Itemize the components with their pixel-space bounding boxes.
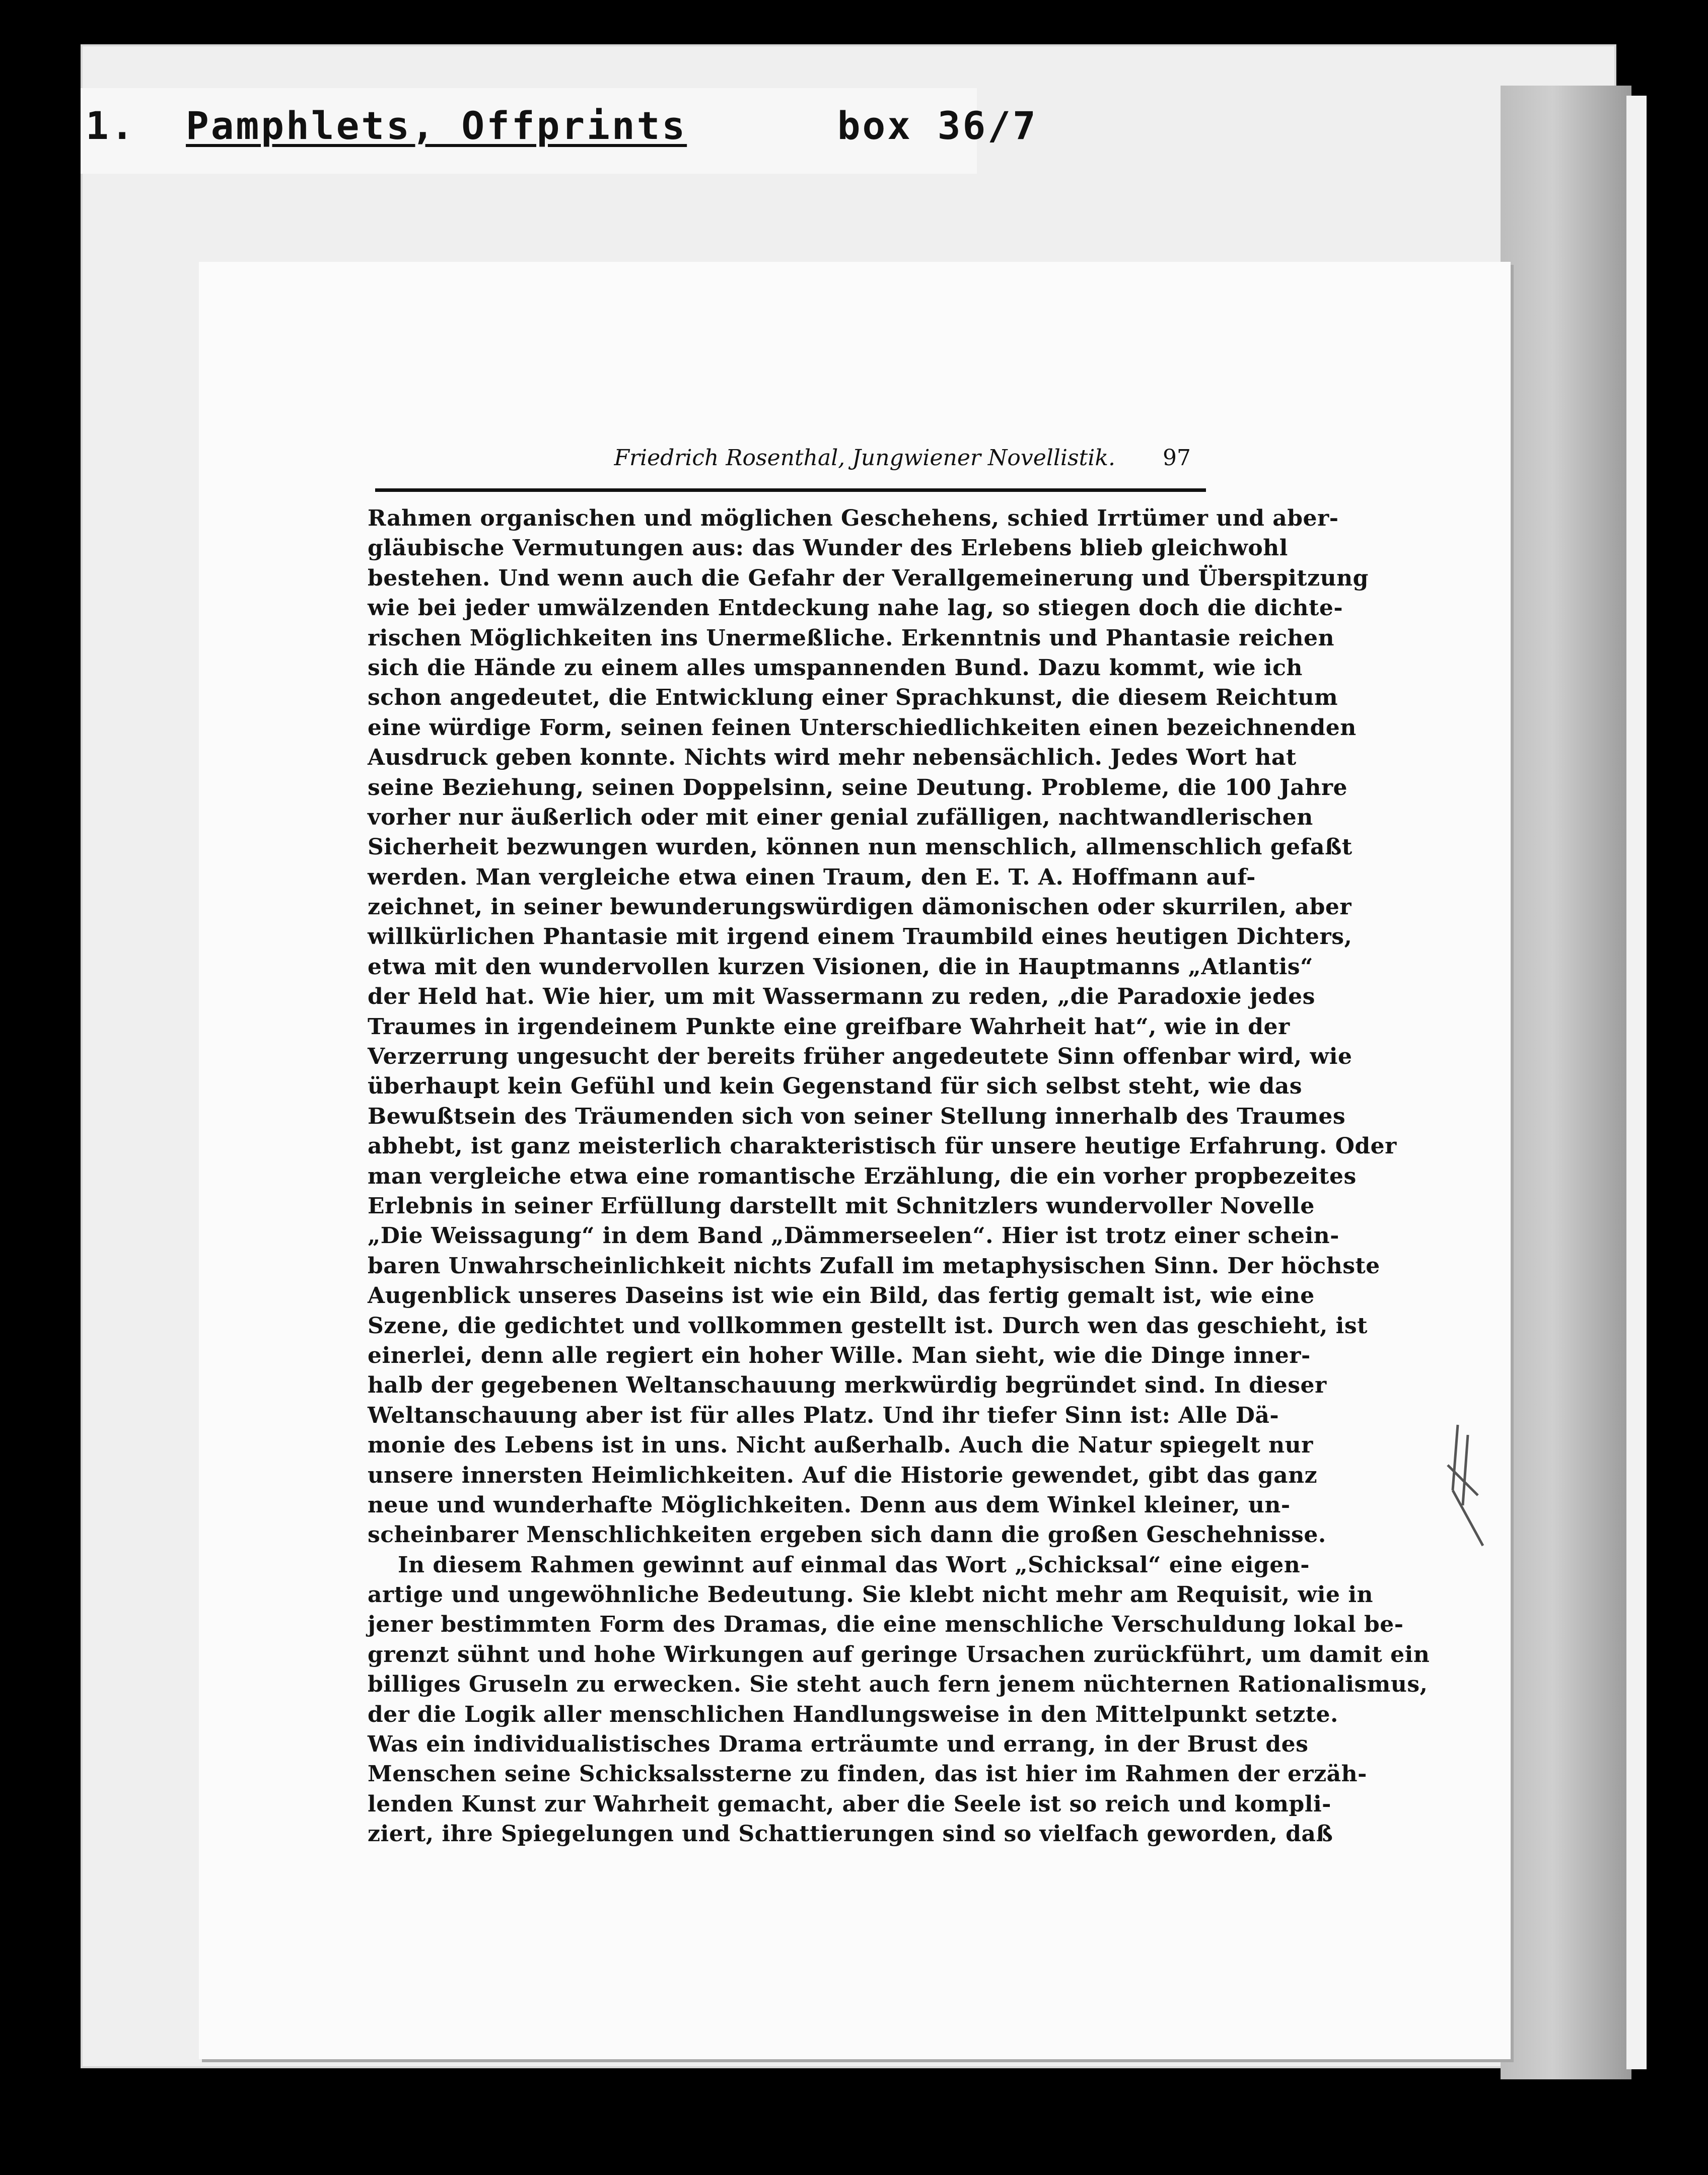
text-line: gläubische Vermutungen aus: das Wunder des Erlebens blieb gleichwohl (368, 535, 1288, 561)
text-line: eine würdige Form, seinen feinen Unterschiedlichkeiten einen bezeichnenden (368, 714, 1357, 741)
text-line: lenden Kunst zur Wahrheit gemacht, aber die Seele ist so reich und kompli- (368, 1791, 1331, 1817)
text-line: scheinbarer Menschlichkeiten ergeben sich dann die großen Geschehnisse. (368, 1522, 1326, 1548)
text-line: artige und ungewöhnliche Bedeutung. Sie klebt nicht mehr am Requisit, wie in (368, 1582, 1374, 1608)
text-line: abhebt, ist ganz meisterlich charakteristisch für unsere heutige Erfahrung. Oder (368, 1133, 1397, 1159)
text-line: schon angedeutet, die Entwicklung einer Sprachkunst, die diesem Reichtum (368, 685, 1338, 711)
text-line: neue und wunderhafte Möglichkeiten. Denn aus dem Winkel kleiner, un- (368, 1492, 1291, 1518)
text-line: sich die Hände zu einem alles umspannenden Bund. Dazu kommt, wie ich (368, 655, 1303, 681)
text-line: billiges Gruseln zu erwecken. Sie steht auch fern jenem nüchternen Rationalismus, (368, 1672, 1428, 1698)
text-line: der die Logik aller menschlichen Handlungsweise in den Mittelpunkt setzte. (368, 1701, 1338, 1727)
folder-edge (1501, 86, 1631, 2079)
pencil-mark-icon (1438, 1420, 1498, 1551)
text-line: halb der gegebenen Weltanschauung merkwürdig begründet sind. In dieser (368, 1372, 1327, 1399)
text-line: willkürlichen Phantasie mit irgend einem Traumbild eines heutigen Dichters, (368, 924, 1353, 950)
text-line: einerlei, denn alle regiert ein hoher Wille. Man sieht, wie die Dinge inner- (368, 1342, 1311, 1368)
label-category: Pamphlets, Offprints (186, 103, 687, 148)
text-line: ziert, ihre Spiegelungen und Schattierungen sind so vielfach geworden, daß (368, 1821, 1333, 1847)
body-text (368, 503, 1430, 1849)
text-line: wie bei jeder umwälzenden Entdeckung nahe lag, so stiegen doch die dichte- (368, 595, 1343, 621)
text-line: vorher nur äußerlich oder mit einer genial zufälligen, nachtwandlerischen (368, 804, 1313, 830)
text-line: Augenblick unseres Daseins ist wie ein Bild, das fertig gemalt ist, wie eine (368, 1283, 1315, 1309)
text-line: Szene, die gedichtet und vollkommen gestellt ist. Durch wen das geschieht, ist (368, 1313, 1368, 1339)
text-line: grenzt sühnt und hohe Wirkungen auf geringe Ursachen zurückführt, um damit ein (368, 1641, 1430, 1668)
text-line: „Die Weissagung“ in dem Band „Dämmerseelen“. Hier ist trotz einer schein- (368, 1223, 1339, 1249)
text-line: seine Beziehung, seinen Doppelsinn, seine Deutung. Probleme, die 100 Jahre (368, 774, 1348, 801)
text-line: Menschen seine Schicksalssterne zu finden, das ist hier im Rahmen der erzäh- (368, 1761, 1367, 1787)
text-line: man vergleiche etwa eine romantische Erzählung, die ein vorher propbezeites (368, 1163, 1357, 1189)
text-line: Traumes in irgendeinem Punkte eine greifbare Wahrheit hat“, wie in der (368, 1013, 1290, 1040)
running-title: Friedrich Rosenthal, Jungwiener Novellistik. (614, 445, 1115, 471)
running-head (375, 433, 1206, 492)
folder-edge-highlight (1626, 96, 1647, 2069)
text-line: zeichnet, in seiner bewunderungswürdigen dämonischen oder skurrilen, aber (368, 894, 1352, 920)
text-line: unsere innersten Heimlichkeiten. Auf die Historie gewendet, gibt das ganz (368, 1462, 1318, 1488)
text-line: überhaupt kein Gefühl und kein Gegenstand für sich selbst steht, wie das (368, 1073, 1303, 1100)
text-line: Erlebnis in seiner Erfüllung darstellt mit Schnitzlers wundervoller Novelle (368, 1193, 1315, 1219)
text-line: rischen Möglichkeiten ins Unermeßliche. Erkenntnis und Phantasie reichen (368, 625, 1334, 651)
text-line: der Held hat. Wie hier, um mit Wassermann zu reden, „die Paradoxie jedes (368, 984, 1315, 1010)
text-line: Rahmen organischen und möglichen Geschehens, schied Irrtümer und aber- (368, 505, 1339, 531)
text-line: Was ein individualistisches Drama erträumte und errang, in der Brust des (368, 1731, 1309, 1758)
offprint-page (199, 262, 1511, 2059)
text-line: Sicherheit bezwungen wurden, können nun menschlich, allmenschlich gefaßt (368, 834, 1353, 860)
text-line: jener bestimmten Form des Dramas, die eine menschliche Verschuldung lokal be- (368, 1612, 1404, 1638)
text-line: monie des Lebens ist in uns. Nicht außerhalb. Auch die Natur spiegelt nur (368, 1432, 1313, 1459)
text-line: Weltanschauung aber ist für alles Platz. Und ihr tiefer Sinn ist: Alle Dä- (368, 1402, 1279, 1428)
text-line: Ausdruck geben konnte. Nichts wird mehr nebensächlich. Jedes Wort hat (368, 745, 1297, 771)
text-line: Bewußtsein des Träumenden sich von seiner Stellung innerhalb des Traumes (368, 1103, 1346, 1129)
text-line: baren Unwahrscheinlichkeit nichts Zufall im metaphysischen Sinn. Der höchste (368, 1253, 1380, 1279)
text-line: In diesem Rahmen gewinnt auf einmal das Wort „Schicksal“ eine eigen- (398, 1552, 1310, 1578)
label-box: box 36/7 (837, 103, 1038, 148)
archive-label (81, 88, 1038, 174)
text-line: werden. Man vergleiche etwa einen Traum, den E. T. A. Hoffmann auf- (368, 864, 1256, 890)
label-number: 1. (86, 103, 136, 148)
text-line: bestehen. Und wenn auch die Gefahr der Verallgemeinerung und Überspitzung (368, 565, 1369, 591)
text-line: Verzerrung ungesucht der bereits früher angedeutete Sinn offenbar wird, wie (368, 1044, 1353, 1070)
text-line: etwa mit den wundervollen kurzen Visionen, die in Hauptmanns „Atlantis“ (368, 954, 1313, 980)
page-number: 97 (1163, 445, 1191, 471)
